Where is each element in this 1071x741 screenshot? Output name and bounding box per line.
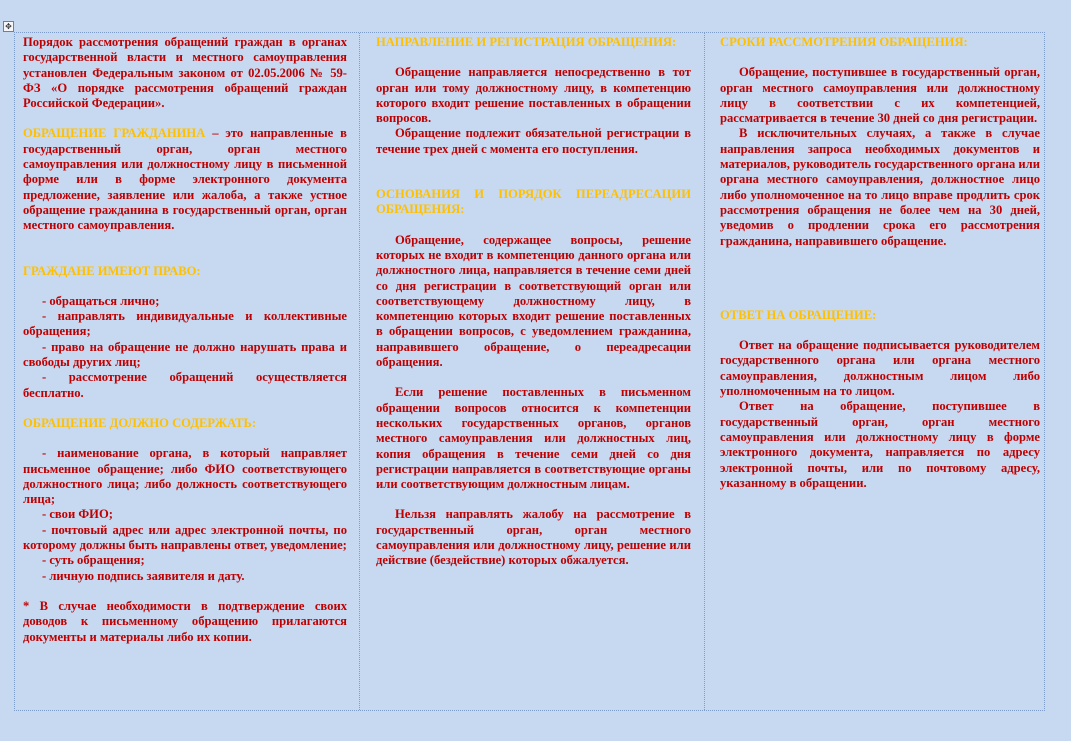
- contents-item: - личную подпись заявителя и дату.: [42, 568, 245, 583]
- contents-item: - суть обращения;: [42, 553, 145, 568]
- rights-item: - право на обращение не должно нарушать права и свободы других лиц;: [23, 339, 347, 370]
- intro-paragraph: Порядок рассмотрения обращений граждан в органах государственной власти и местного самоуправления установлен Федеральным законом от 02.05.2006 № 59-ФЗ «О порядке рассмотрения обращений граждан Российской Федерации».: [23, 35, 347, 111]
- column-middle[interactable]: [376, 33, 691, 710]
- column-right[interactable]: [720, 33, 1040, 710]
- brochure-table: [14, 32, 1045, 711]
- registration-paragraph: Обращение направляется непосредственно в тот орган или тому должностному лицу, в компетенцию которого входит решение поставленных в обращении вопросов.: [376, 65, 691, 126]
- terms-heading: СРОКИ РАССМОТРЕНИЯ ОБРАЩЕНИЯ:: [720, 35, 968, 49]
- terms-paragraph: Обращение, поступившее в государственный орган, орган местного самоуправления или должностному лицу в соответствии с их компетенцией, рассматривается в течение 30 дней со дня регистрации.: [720, 65, 1040, 126]
- registration-paragraph: Обращение подлежит обязательной регистрации в течение трех дней с момента его поступления.: [376, 126, 691, 156]
- contents-item: - свои ФИО;: [42, 507, 113, 522]
- rights-heading: ГРАЖДАНЕ ИМЕЮТ ПРАВО:: [23, 263, 201, 278]
- redirection-heading: ОСНОВАНИЯ И ПОРЯДОК ПЕРЕАДРЕСАЦИИ ОБРАЩЕНИЯ:: [376, 187, 691, 217]
- column-divider: [704, 33, 705, 710]
- answer-heading: ОТВЕТ НА ОБРАЩЕНИЕ:: [720, 307, 877, 322]
- definition-heading: ОБРАЩЕНИЕ ГРАЖДАНИНА: [23, 126, 206, 141]
- answer-paragraph: Ответ на обращение, поступившее в государственный орган, орган местного самоуправления или должностному лицу в форме электронного документа, направляется по адресу электронной почты, или по почтовому адресу, указанному в обращении.: [720, 399, 1040, 490]
- contents-item: - наименование органа, в который направляет письменное обращение; либо ФИО соответствующего должностного лица; либо должность соответствующего лица;: [23, 446, 347, 507]
- table-move-handle-icon[interactable]: ✥: [3, 21, 14, 32]
- redirection-paragraph: Обращение, содержащее вопросы, решение которых не входит в компетенцию данного органа или должностного лица, направляется в течение семи дней со дня регистрации в соответствующий орган или соответствующему должностному лицу, в компетенцию которых входит решение поставленных в обращении вопросов, с уведомлением гражданина, направившего обращение, о переадресации обращения.: [376, 232, 691, 370]
- registration-heading: НАПРАВЛЕНИЕ И РЕГИСТРАЦИЯ ОБРАЩЕНИЯ:: [376, 35, 677, 49]
- contents-item: - почтовый адрес или адрес электронной почты, по которому должны быть направлены ответ, уведомление;: [23, 522, 347, 553]
- rights-item: - направлять индивидуальные и коллективные обращения;: [23, 309, 347, 339]
- definition-text: – это направленные в государственный орган, орган местного самоуправления или должностному лицу в письменной форме или в форме электронного документа предложение, заявление или жалоба, а также устное обращение гражданина в государственный орган, орган местного самоуправления.: [23, 126, 347, 233]
- terms-paragraph: В исключительных случаях, а также в случае направления запроса необходимых документов и материалов, руководитель государственного органа или органа местного самоуправления, должностное лицо либо уполномоченное на то лицо вправе продлить срок рассмотрения обращения не более чем на 30 дней, уведомив о продлении срока его рассмотрения гражданина, направившего обращение.: [720, 126, 1040, 248]
- answer-paragraph: Ответ на обращение подписывается руководителем государственного органа или органа местного самоуправления, должностным лицом либо уполномоченным на то лицом.: [720, 338, 1040, 399]
- contents-heading: ОБРАЩЕНИЕ ДОЛЖНО СОДЕРЖАТЬ:: [23, 415, 257, 430]
- definition-paragraph: [23, 126, 347, 233]
- redirection-paragraph: Если решение поставленных в письменном обращении вопросов относится к компетенции нескольких государственных органов, органов местного самоуправления или должностных лиц, копия обращения в течение семи дней со дня регистрации направляется в соответствующие органы или соответствующим должностным лицам.: [376, 385, 691, 492]
- rights-item: - обращаться лично;: [42, 293, 160, 308]
- column-divider: [359, 33, 360, 710]
- attachments-note: * В случае необходимости в подтверждение своих доводов к письменному обращению прилагаются документы и материалы либо их копии.: [23, 598, 347, 644]
- redirection-paragraph: Нельзя направлять жалобу на рассмотрение в государственный орган, орган местного самоуправления или должностному лицу, решение или действие (бездействие) которых обжалуется.: [376, 507, 691, 568]
- column-left[interactable]: [23, 33, 347, 710]
- rights-item: - рассмотрение обращений осуществляется бесплатно.: [23, 370, 347, 400]
